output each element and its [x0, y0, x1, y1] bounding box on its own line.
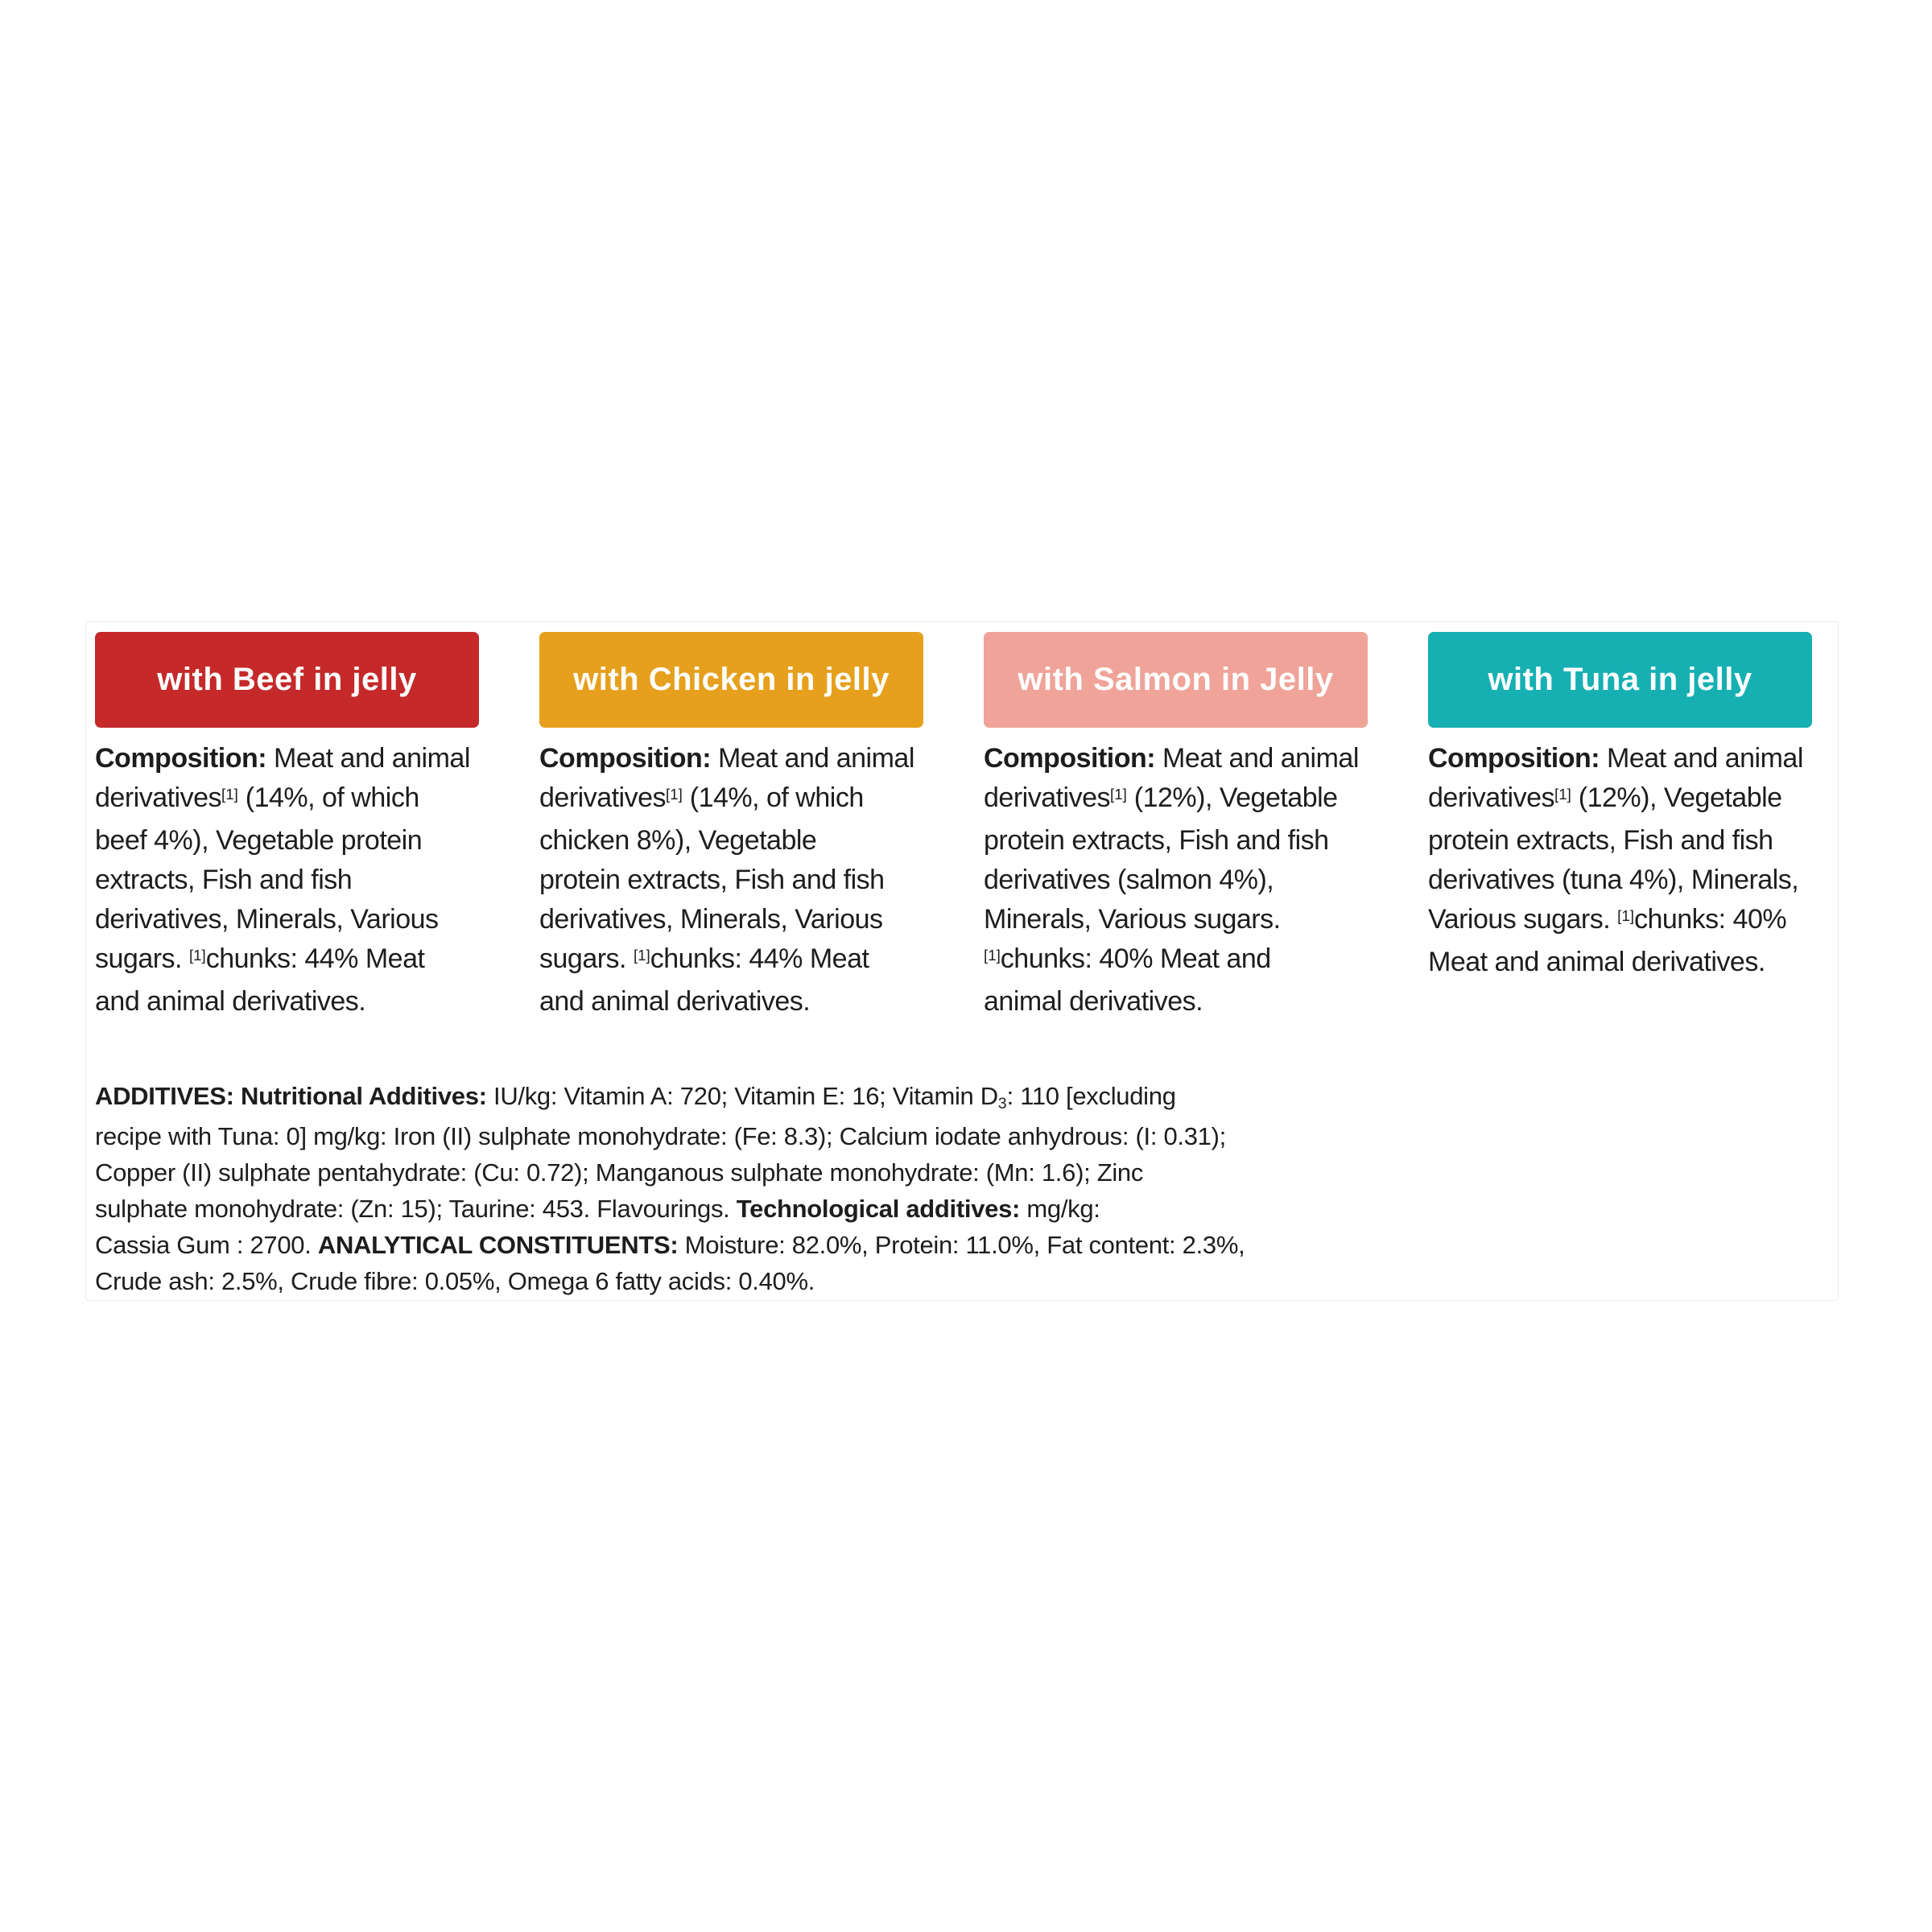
text-line: [1]chunks: 40% Meat and	[984, 943, 1271, 974]
banner-tuna	[1428, 632, 1812, 728]
text-line: recipe with Tuna: 0] mg/kg: Iron (II) sulphate monohydrate: (Fe: 8.3); Calcium iodate anhydrous: (I: 0.31);	[95, 1122, 1226, 1150]
text-line: derivatives, Minerals, Various	[95, 904, 439, 935]
banner-salmon	[984, 632, 1368, 728]
ingredients-card	[85, 621, 1839, 1301]
text-line: Composition: Meat and animal	[539, 743, 914, 774]
additives-text	[95, 1078, 1245, 1299]
text-line: Crude ash: 2.5%, Crude fibre: 0.05%, Omega 6 fatty acids: 0.40%.	[95, 1267, 815, 1295]
text-line: protein extracts, Fish and fish	[1428, 825, 1773, 856]
text-line: sugars. [1]chunks: 44% Meat	[95, 943, 425, 974]
text-line: ADDITIVES: Nutritional Additives: IU/kg: Vitamin A: 720; Vitamin E: 16; Vitamin D3: 110 [excluding	[95, 1082, 1176, 1113]
text-line: and animal derivatives.	[95, 986, 366, 1017]
banner-beef-label: with Beef in jelly	[157, 662, 417, 697]
text-line: Cassia Gum : 2700. ANALYTICAL CONSTITUENTS: Moisture: 82.0%, Protein: 11.0%, Fat content: 2.3%,	[95, 1231, 1245, 1259]
text-line: Composition: Meat and animal	[95, 743, 470, 774]
text-line: protein extracts, Fish and fish	[984, 825, 1329, 856]
text-line: derivatives[1] (12%), Vegetable	[984, 782, 1338, 813]
composition-text-salmon	[984, 739, 1368, 1022]
composition-text-tuna	[1428, 739, 1812, 982]
text-line: protein extracts, Fish and fish	[539, 865, 885, 895]
text-line: derivatives[1] (14%, of which	[95, 782, 419, 813]
text-line: chicken 8%), Vegetable	[539, 825, 817, 856]
text-line: derivatives[1] (14%, of which	[539, 782, 864, 813]
text-line: derivatives, Minerals, Various	[539, 904, 883, 935]
text-line: derivatives (tuna 4%), Minerals,	[1428, 865, 1799, 895]
composition-text-beef	[95, 739, 479, 1022]
text-line: beef 4%), Vegetable protein	[95, 825, 423, 856]
banner-salmon-label: with Salmon in Jelly	[1018, 662, 1334, 697]
text-line: Composition: Meat and animal	[984, 743, 1359, 774]
banner-beef	[95, 632, 479, 728]
text-line: Various sugars. [1]chunks: 40%	[1428, 904, 1787, 935]
text-line: extracts, Fish and fish	[95, 865, 353, 895]
banner-chicken-label: with Chicken in jelly	[573, 662, 890, 697]
composition-text-chicken	[539, 739, 923, 1022]
banner-chicken	[539, 632, 923, 728]
text-line: animal derivatives.	[984, 986, 1203, 1017]
banner-tuna-label: with Tuna in jelly	[1488, 662, 1752, 697]
text-line: and animal derivatives.	[539, 986, 811, 1017]
text-line: sulphate monohydrate: (Zn: 15); Taurine: 453. Flavourings. Technological additives: mg/kg:	[95, 1195, 1100, 1223]
text-line: derivatives (salmon 4%),	[984, 865, 1274, 895]
text-line: Composition: Meat and animal	[1428, 743, 1803, 774]
text-line: derivatives[1] (12%), Vegetable	[1428, 782, 1782, 813]
text-line: Meat and animal derivatives.	[1428, 947, 1765, 977]
product-column-chicken	[539, 632, 923, 1022]
text-line: sugars. [1]chunks: 44% Meat	[539, 943, 869, 974]
product-column-beef	[95, 632, 479, 1022]
text-line: Minerals, Various sugars.	[984, 904, 1281, 935]
text-line: Copper (II) sulphate pentahydrate: (Cu: 0.72); Manganous sulphate monohydrate: (Mn: 1.6); Zinc	[95, 1158, 1144, 1187]
product-column-tuna	[1428, 632, 1812, 982]
product-column-salmon	[984, 632, 1368, 1022]
